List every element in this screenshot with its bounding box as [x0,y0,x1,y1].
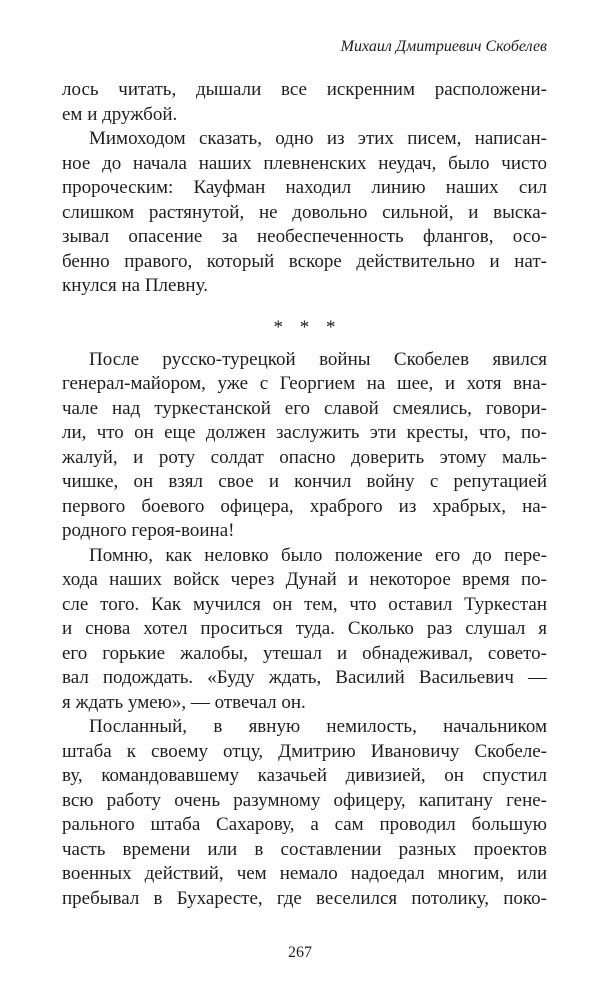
page-number: 267 [288,944,312,961]
text-line: Помню, как неловко было положение его до пере- [89,544,547,566]
text-line: всю работу очень разумному офицеру, капитану гене- [62,789,547,811]
text-line: его горькие жалобы, утешал и обнадеживал, совето- [62,642,547,664]
text-line: ем и дружбой. [62,103,178,125]
text-line: слишком растянутой, не довольно сильной, и выска- [62,201,547,223]
text-line: После русско-турецкой войны Скобелев явился [89,348,547,370]
text-line: сле того. Как мучился он тем, что оставил Туркестан [62,593,547,615]
text-line: генерал-майором, уже с Георгием на шее, и хотя вна- [62,373,547,394]
text-line: пребывал в Бухаресте, где веселился потолику, поко- [62,887,547,909]
text-line: я ждать умею», — отвечал он. [62,691,306,713]
text-line: бенно правого, который вскоре действительно и нат- [62,250,547,272]
text-line: пророческим: Кауфман находил линию наших сил [62,177,547,198]
text-line: и снова хотел проситься туда. Сколько раз слушал я [62,618,547,639]
section-separator: * * * [273,317,336,338]
text-line: жалуй, и роту солдат опасно доверить этому маль- [62,446,547,468]
text-line: чале над туркестанской его славой смеялись, говори- [62,397,547,419]
text-line: вал подождать. «Буду ждать, Василий Васильевич — [62,667,547,688]
text-line: штаба к своему отцу, Дмитрию Ивановичу Скобеле- [62,740,547,762]
running-header: Михаил Дмитриевич Скобелев [340,38,547,55]
text-line: ное до начала наших плевненских неудач, было чисто [62,152,547,174]
text-line: Мимоходом сказать, одно из этих писем, написан- [89,128,547,149]
text-body [62,78,547,911]
text-line: родного героя-воина! [62,520,235,541]
text-line: хода наших войск через Дунай и некоторое время по- [62,569,547,590]
text-line: первого боевого офицера, храброго из храбрых, на- [62,495,547,517]
text-line: военных действий, чем немало надоедал многим, или [62,863,547,884]
text-line: ли, что он еще должен заслужить эти кресты, что, по- [62,422,547,443]
text-line: часть времени или в составлении разных проектов [62,838,547,860]
text-line: лось читать, дышали все искренним расположени- [62,79,547,100]
text-line: ву, командовавшему казачьей дивизией, он спустил [62,765,547,786]
text-line: чишке, он взял свое и кончил войну с репутацией [62,471,547,492]
text-line: Посланный, в явную немилость, начальником [89,716,547,737]
text-line: зывал опасение за необеспеченность флангов, осо- [62,226,547,247]
text-line: рального штаба Сахарову, а сам проводил большую [62,814,547,835]
text-line: кнулся на Плевну. [62,275,208,296]
